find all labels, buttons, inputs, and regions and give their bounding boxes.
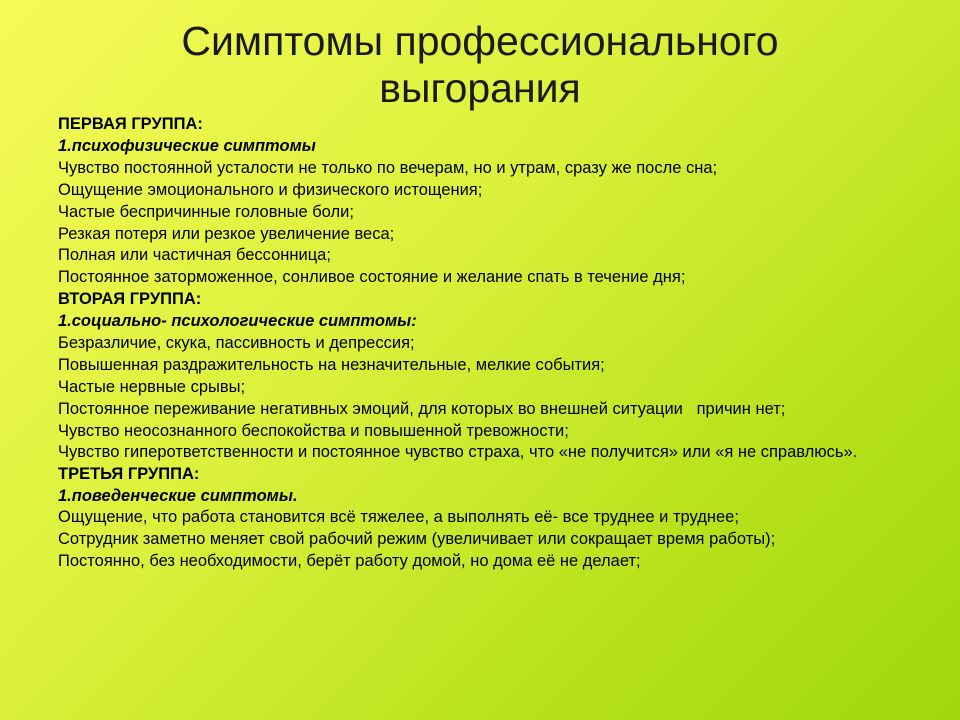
list-item: Безразличие, скука, пассивность и депрессия; [58, 334, 415, 353]
list-item: Чувство гиперответственности и постоянное чувство страха, что «не получится» или «я не справлюсь». [58, 442, 858, 461]
list-item: Сотрудник заметно меняет свой рабочий режим (увеличивает или сокращает время работы); [58, 530, 776, 549]
list-item: Чувство постоянной усталости не только по вечерам, но и утрам, сразу же после сна; [58, 158, 718, 177]
title-line-2: выгорания [379, 65, 581, 111]
list-item: Ощущение, что работа становится всё тяжелее, а выполнять её- все труднее и труднее; [58, 508, 739, 527]
list-item: Ощущение эмоционального и физического истощения; [58, 180, 483, 199]
group-subheading-2: 1.социально- психологические симптомы: [58, 312, 417, 331]
list-item: Чувство неосознанного беспокойства и повышенной тревожности; [58, 421, 569, 440]
page-title [60, 18, 900, 112]
list-item: Постоянное заторможенное, сонливое состояние и желание спать в течение дня; [58, 268, 686, 287]
group-heading-1: ПЕРВАЯ ГРУППА: [58, 115, 203, 133]
group-heading-2: ВТОРАЯ ГРУППА: [58, 290, 202, 309]
list-item: Постоянное переживание негативных эмоций, для которых во внешней ситуации причин нет; [58, 399, 786, 418]
group-heading-3: ТРЕТЬЯ ГРУППА: [58, 464, 200, 483]
list-item: Полная или частичная бессонница; [58, 246, 331, 265]
list-item: Резкая потеря или резкое увеличение веса; [58, 224, 395, 243]
group-subheading-1: 1.психофизические симптомы [58, 136, 316, 155]
title-line-1: Симптомы профессионального [181, 18, 779, 64]
group-subheading-3: 1.поведенческие симптомы. [58, 486, 298, 505]
list-item: Частые беспричинные головные боли; [58, 202, 354, 221]
list-item: Частые нервные срывы; [58, 377, 246, 396]
list-item: Постоянно, без необходимости, берёт работу домой, но дома её не делает; [58, 552, 641, 571]
list-item: Повышенная раздражительность на незначительные, мелкие события; [58, 355, 605, 374]
symptom-list [58, 114, 918, 573]
